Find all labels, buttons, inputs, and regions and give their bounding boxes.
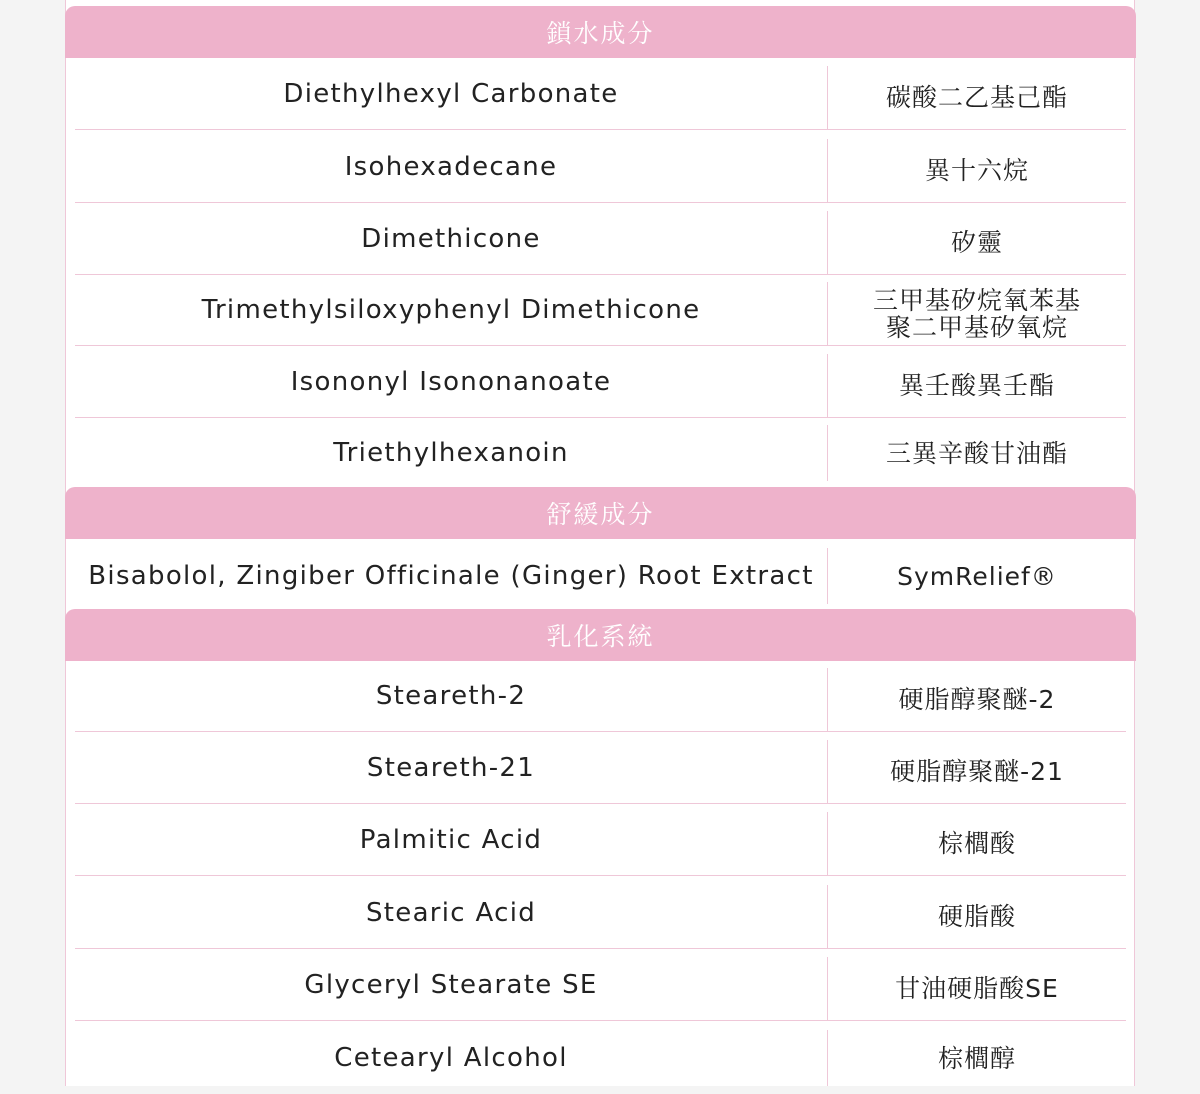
ingredient-chinese-name: 矽靈: [827, 211, 1126, 274]
section-header-soothing: 舒緩成分: [65, 487, 1136, 539]
table-row: [75, 417, 1126, 489]
table-row: [75, 346, 1126, 418]
table-row: [75, 274, 1126, 346]
ingredient-english-name: Palmitic Acid: [359, 824, 543, 855]
ingredient-english-name: Isononyl Isononanoate: [290, 366, 612, 397]
ingredient-english-name: Steareth-21: [366, 752, 536, 783]
ingredient-english-name: Steareth-2: [375, 680, 527, 711]
ingredient-english-name: Dimethicone: [361, 223, 541, 254]
table-row: [75, 203, 1126, 275]
ingredient-english-name: Trimethylsiloxyphenyl Dimethicone: [201, 294, 701, 325]
ingredient-chinese-name: SymRelief®: [827, 548, 1126, 604]
ingredient-chinese-name: 硬脂醇聚醚-2: [827, 668, 1126, 731]
table-row: [75, 660, 1126, 732]
section-header-emulsifier-system: 乳化系統: [65, 609, 1136, 661]
ingredient-chinese-name: 棕櫚酸: [827, 812, 1126, 875]
ingredient-chinese-name: 甘油硬脂酸SE: [827, 957, 1126, 1020]
table-row: [75, 58, 1126, 130]
ingredient-chinese-name: 三甲基矽烷氧苯基 聚二甲基矽氧烷: [827, 282, 1126, 345]
ingredient-english-name: Triethylhexanoin: [333, 438, 569, 468]
ingredient-chinese-name: 碳酸二乙基己酯: [827, 66, 1126, 129]
ingredient-chinese-name: 硬脂酸: [827, 885, 1126, 948]
ingredient-chinese-name: 三異辛酸甘油酯: [827, 425, 1126, 481]
table-row: [75, 131, 1126, 203]
ingredient-english-name: Stearic Acid: [365, 897, 537, 928]
ingredient-english-name: Diethylhexyl Carbonate: [283, 78, 619, 109]
table-row: [75, 877, 1126, 949]
ingredient-chinese-name: 異十六烷: [827, 139, 1126, 202]
ingredient-english-name: Cetearyl Alcohol: [334, 1043, 568, 1073]
ingredient-chinese-name: 棕櫚醇: [827, 1030, 1126, 1086]
ingredient-english-name: Isohexadecane: [344, 151, 558, 182]
section-header-moisture-lock: 鎖水成分: [65, 6, 1136, 58]
table-row: [75, 804, 1126, 876]
ingredient-english-name: Glyceryl Stearate SE: [304, 969, 598, 1000]
table-row: [75, 540, 1126, 612]
ingredient-chinese-name: 硬脂醇聚醚-21: [827, 740, 1126, 803]
table-row: [75, 949, 1126, 1021]
table-row: [75, 1022, 1126, 1094]
table-row: [75, 732, 1126, 804]
ingredient-chinese-name: 異壬酸異壬酯: [827, 354, 1126, 417]
ingredient-english-name: Bisabolol, Zingiber Officinale (Ginger) Root Extract: [88, 561, 814, 591]
